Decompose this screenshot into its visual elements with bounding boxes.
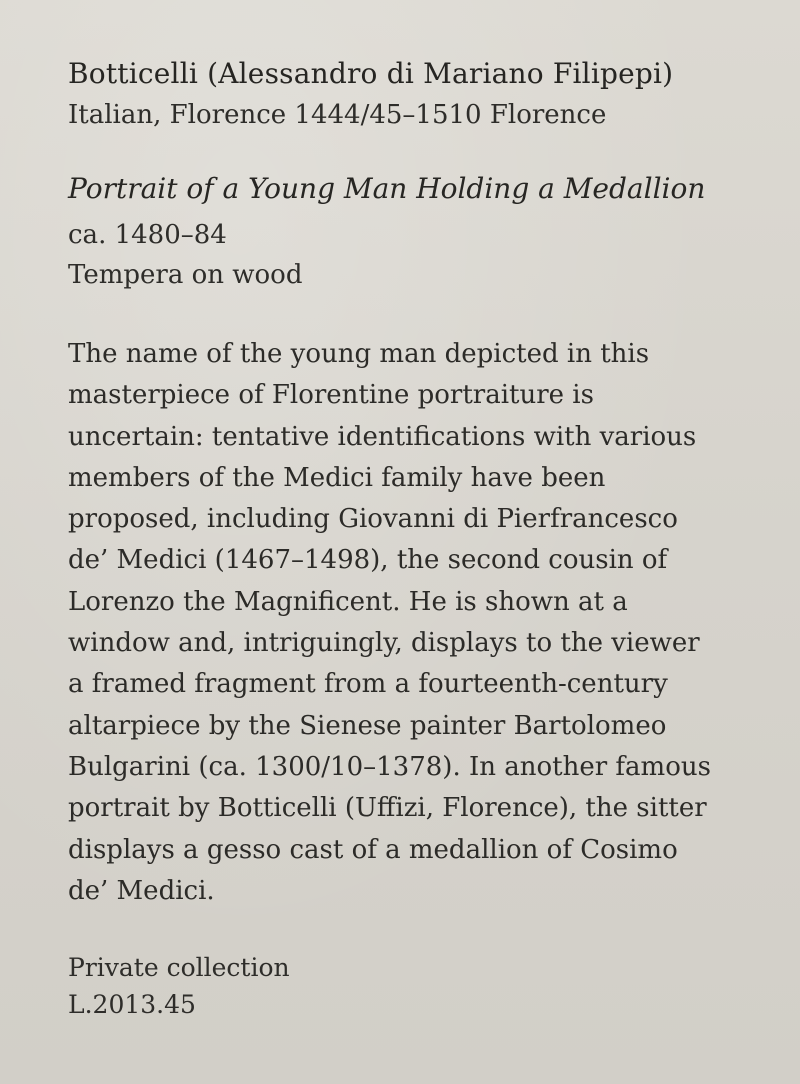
credit-line: Private collection xyxy=(68,953,290,982)
artwork-description xyxy=(68,334,711,912)
accession-number: L.2013.45 xyxy=(68,990,196,1019)
artwork-medium: Tempera on wood xyxy=(68,260,303,290)
description-line: masterpiece of Florentine portraiture is xyxy=(68,380,594,411)
artwork-title: Portrait of a Young Man Holding a Medallion xyxy=(68,172,706,205)
description-line: proposed, including Giovanni di Pierfrancesco xyxy=(68,504,678,535)
description-line: displays a gesso cast of a medallion of Cosimo xyxy=(68,834,678,865)
description-line: members of the Medici family have been xyxy=(68,462,606,493)
artist-name: Botticelli (Alessandro di Mariano Filipepi) xyxy=(68,57,674,90)
description-line: altarpiece by the Sienese painter Bartolomeo xyxy=(68,710,667,741)
artist-nationality-dates: Italian, Florence 1444/45–1510 Florence xyxy=(68,100,607,130)
description-line: uncertain: tentative identifications with various xyxy=(68,421,697,452)
description-line: Lorenzo the Magnificent. He is shown at a xyxy=(68,586,628,617)
artwork-date: ca. 1480–84 xyxy=(68,220,227,250)
description-line: de’ Medici. xyxy=(68,875,215,906)
description-line: The name of the young man depicted in this xyxy=(68,339,650,369)
description-line: Bulgarini (ca. 1300/10–1378). In another famous xyxy=(68,751,711,782)
description-line: window and, intriguingly, displays to the viewer xyxy=(68,628,700,659)
description-line: de’ Medici (1467–1498), the second cousin of xyxy=(68,545,668,576)
description-line: a framed fragment from a fourteenth-century xyxy=(68,669,668,700)
description-line: portrait by Botticelli (Uffizi, Florence), the sitter xyxy=(68,793,707,824)
